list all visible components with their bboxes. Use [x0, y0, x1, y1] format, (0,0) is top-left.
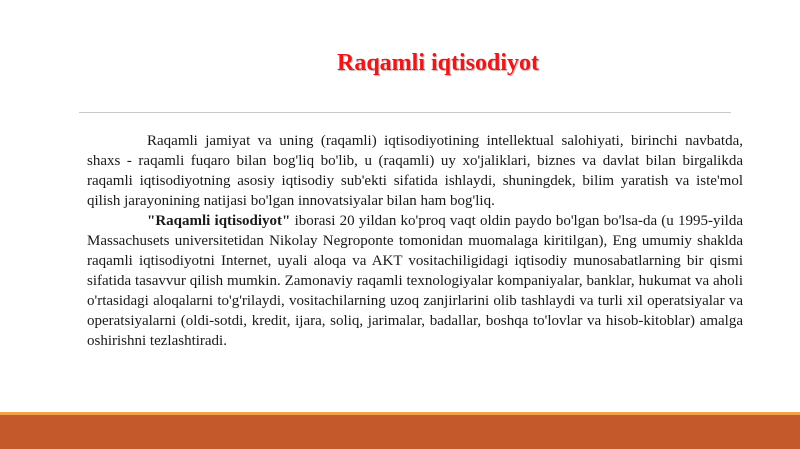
slide-title: Raqamli iqtisodiyot — [336, 50, 540, 76]
paragraph-2-term: "Raqamli iqtisodiyot" — [147, 213, 291, 229]
footer-band — [0, 415, 800, 449]
paragraph-1: Raqamli jamiyat va uning (raqamli) iqtisodiyotining intellektual salohiyati, birinchi navbatda, shaxs - raqamli fuqaro bilan bog'liq bo'lib, u (raqamli) uy xo'jaliklari, biznes va davlat bilan birgalikda raqamli iqtisodiyotning asosiy iqtisodiy sub'ekti sifatida ishlaydi, shuningdek, bilim yaratish va iste'mol qilish jarayonining natijasi bo'lgan innovatsiyalar bilan ham bog'liq. — [87, 133, 743, 209]
paragraph-2-text: iborasi 20 yildan ko'proq vaqt oldin paydo bo'lgan bo'lsa-da (u 1995-yilda Massachusets universitetidan Nikolay Negroponte tomonidan muomalaga kiritilgan), Eng umumiy shaklda raqamli iqtisodiyotni Internet, uyali aloqa va AKT vositachiligidagi iqtisodiy munosabatlarning bir qismi sifatida tasavvur qilish mumkin. Zamonaviy raqamli texnologiyalar kompaniyalar, banklar, hukumat va aholi o'rtasidagi aloqalarni to'g'rilaydi, vositachilarning uzoq zanjirlarini olib tashlaydi va turli xil operatsiyalar va operatsiyalarni (oldi-sotdi, kredit, ijara, soliq, jarimalar, badallar, boshqa to'lovlar va hisob-kitoblar) amalga oshirishni tezlashtiradi. — [87, 213, 743, 349]
title-divider — [79, 112, 731, 113]
paragraph-2 — [87, 211, 743, 351]
slide-body — [87, 131, 743, 351]
